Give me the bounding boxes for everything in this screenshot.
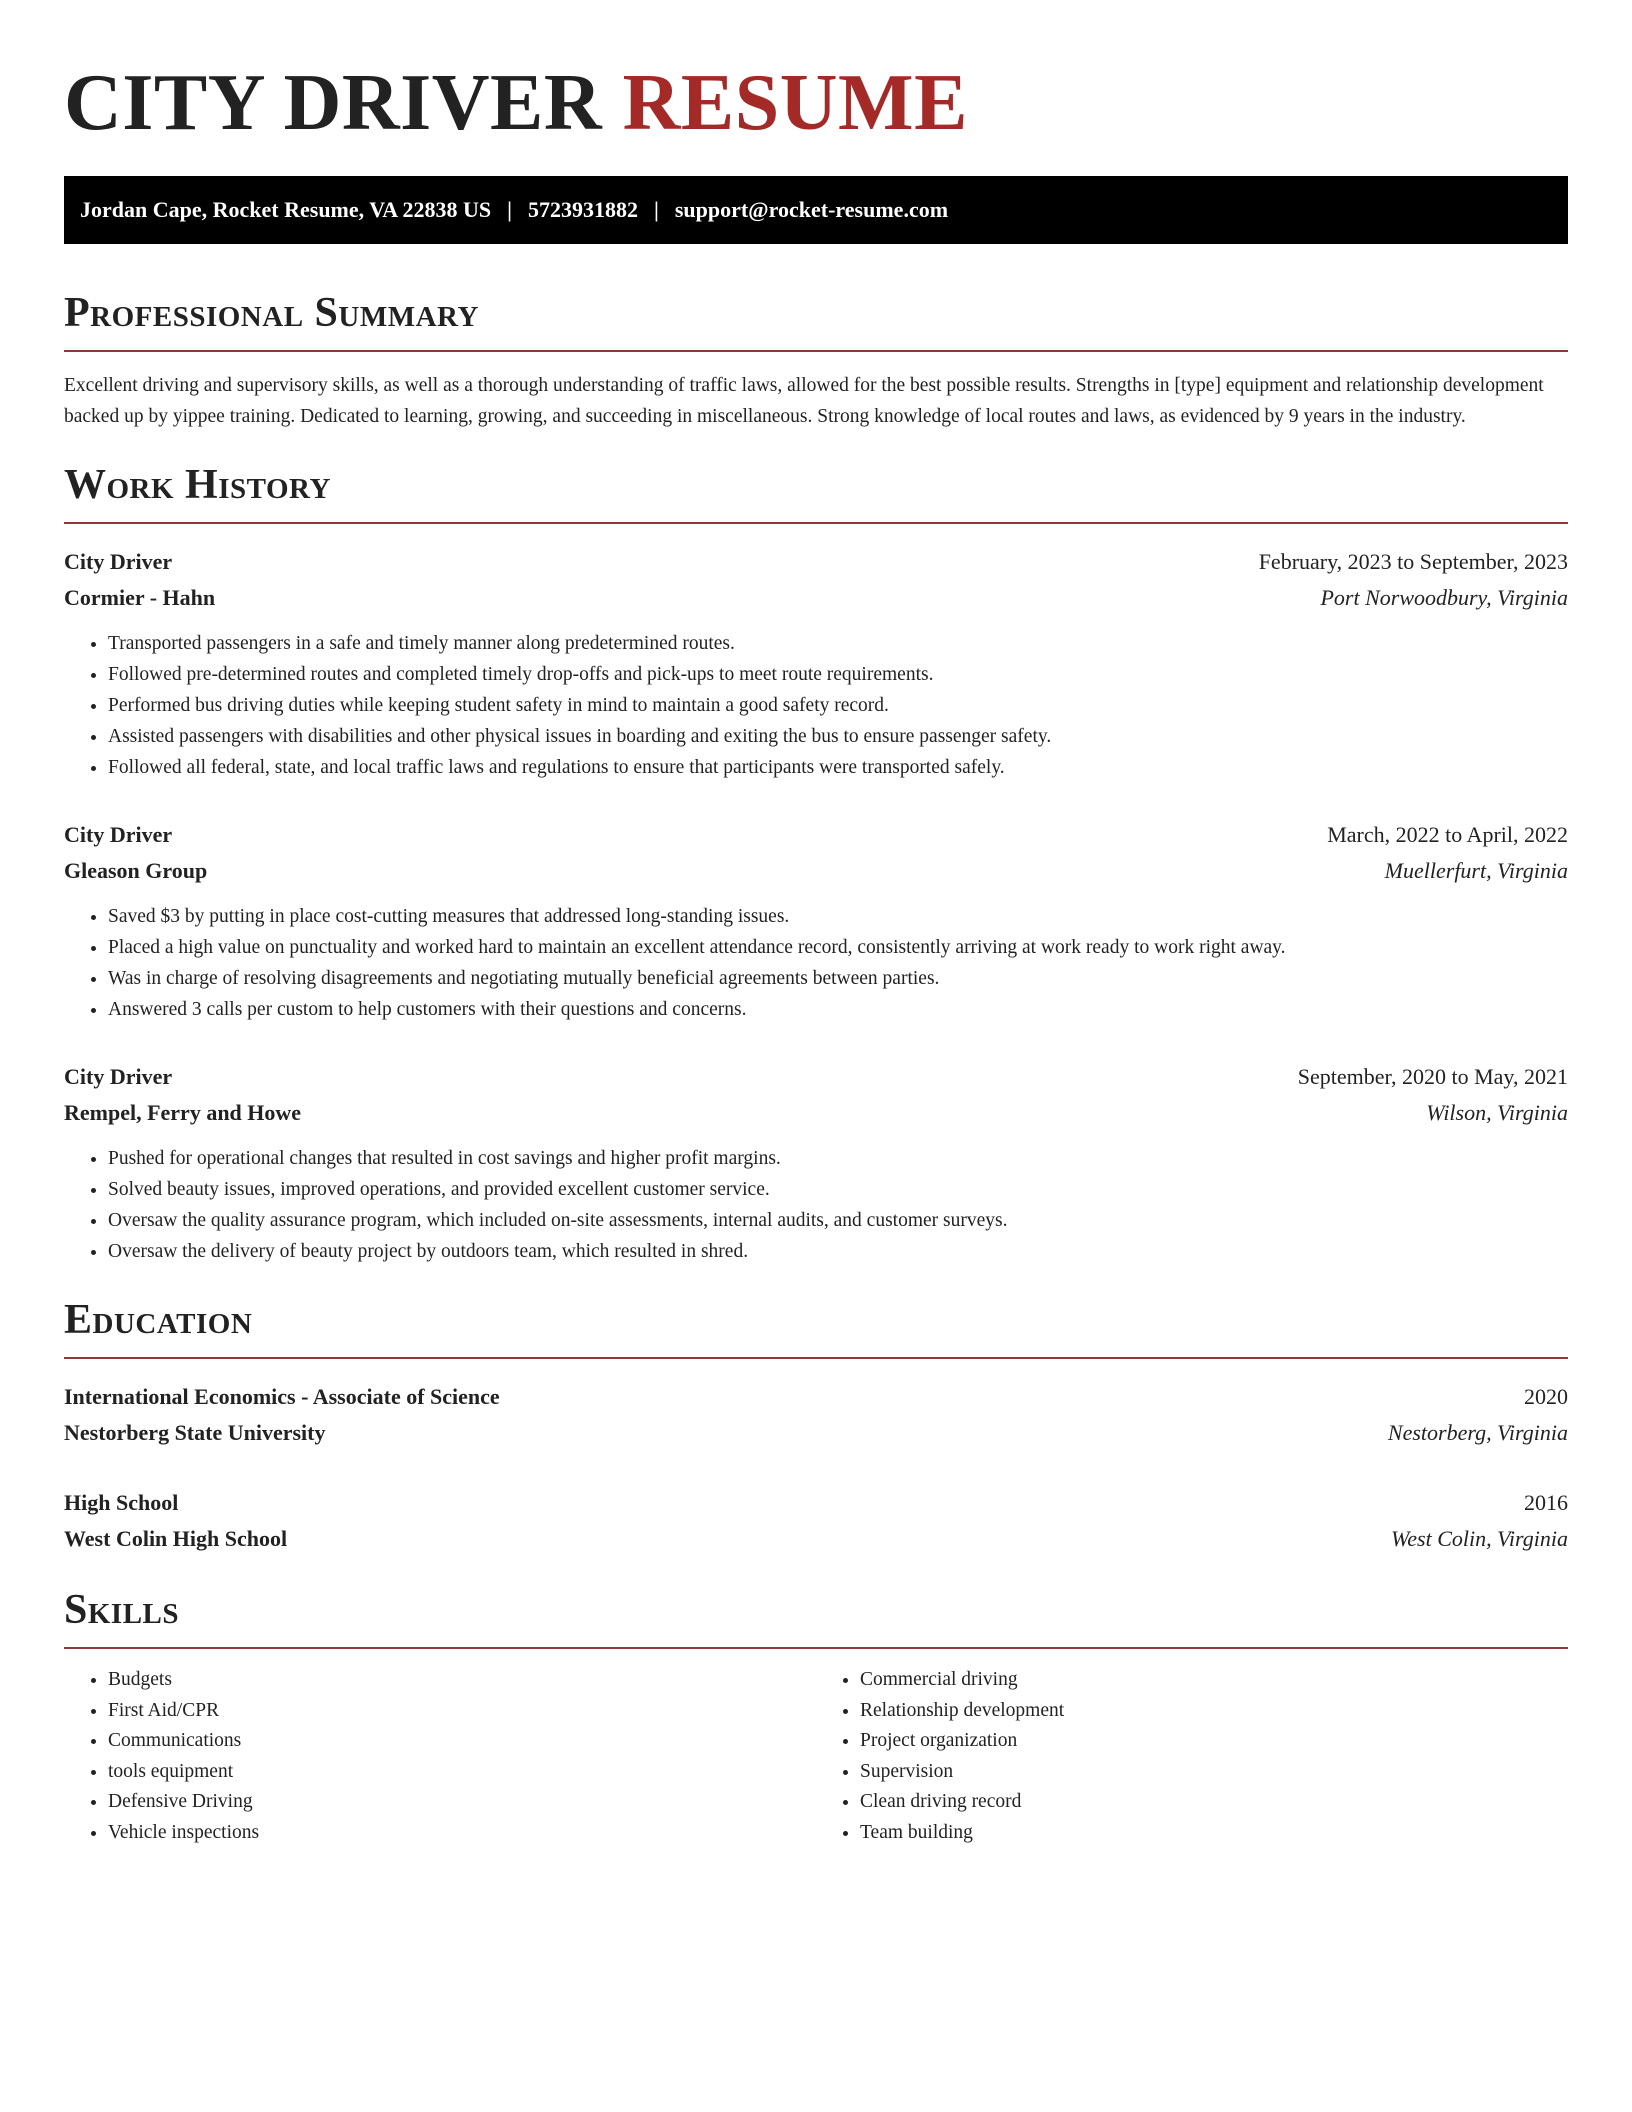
job-dates: March, 2022 to April, 2022 — [1327, 822, 1568, 847]
job-title: City Driver — [64, 1064, 173, 1089]
list-item: • Assisted passengers with disabilities and other physical issues in boarding and exiting the bus to ensure passenger safety. — [108, 721, 1568, 752]
job-title: City Driver — [64, 549, 173, 574]
list-item: • Was in charge of resolving disagreements and negotiating mutually beneficial agreements between parties. — [108, 963, 1568, 994]
job-company: Rempel, Ferry and Howe — [64, 1100, 302, 1125]
job-entry — [64, 817, 1568, 1025]
job-location: Muellerfurt, Virginia — [1384, 858, 1568, 883]
list-item: • Followed all federal, state, and local traffic laws and regulations to ensure that participants were transported safely. — [108, 752, 1568, 783]
skill-item: • Supervision — [860, 1757, 1568, 1788]
job-entry — [64, 544, 1568, 783]
school-location: Nestorberg, Virginia — [1387, 1420, 1568, 1445]
list-item: • Performed bus driving duties while keeping student safety in mind to maintain a good safety record. — [108, 690, 1568, 721]
skill-item: • First Aid/CPR — [108, 1696, 816, 1727]
skills-section — [64, 1585, 1568, 1848]
resume-title — [64, 58, 1568, 148]
degree: High School — [64, 1490, 179, 1515]
skill-item: • Commercial driving — [860, 1665, 1568, 1696]
job-entry — [64, 1059, 1568, 1267]
job-dates: September, 2020 to May, 2021 — [1297, 1064, 1568, 1089]
list-item: • Pushed for operational changes that resulted in cost savings and higher profit margins. — [108, 1143, 1568, 1174]
title-accent: RESUME — [622, 59, 968, 147]
skill-item: • Team building — [860, 1818, 1568, 1849]
job-bullets — [64, 1143, 1568, 1267]
list-item: • Oversaw the delivery of beauty project by outdoors team, which resulted in shred. — [108, 1236, 1568, 1267]
skills-column-left — [64, 1665, 816, 1848]
title-main: CITY DRIVER — [64, 59, 603, 147]
job-company: Cormier - Hahn — [64, 585, 216, 610]
list-item: • Followed pre-determined routes and completed timely drop-offs and pick-ups to meet route requirements. — [108, 659, 1568, 690]
school-location: West Colin, Virginia — [1390, 1526, 1568, 1551]
contact-address: Jordan Cape, Rocket Resume, VA 22838 US — [80, 197, 492, 222]
contact-separator: | — [653, 197, 659, 222]
list-item: • Placed a high value on punctuality and worked hard to maintain an excellent attendance record, consistently arriving at work ready to work right away. — [108, 932, 1568, 963]
education-entry — [64, 1485, 1568, 1557]
summary-text: Excellent driving and supervisory skills, as well as a thorough understanding of traffic laws, allowed for the best possible results. Strengths in [type] equipment and relationship development backed up by yippee training. Dedicated to learning, growing, and succeeding in miscellaneous. Strong knowledge of local routes and laws, as evidenced by 9 years in the industry. — [64, 375, 1544, 427]
list-item: • Answered 3 calls per custom to help customers with their questions and concerns. — [108, 994, 1568, 1025]
skill-item: • Defensive Driving — [108, 1787, 816, 1818]
job-bullets — [64, 901, 1568, 1025]
school-name: West Colin High School — [64, 1526, 288, 1551]
section-divider — [64, 350, 1568, 352]
skill-item: • Relationship development — [860, 1696, 1568, 1727]
job-location: Wilson, Virginia — [1426, 1100, 1568, 1125]
contact-phone: 5723931882 — [527, 197, 638, 222]
graduation-year: 2016 — [1524, 1490, 1568, 1515]
section-divider — [64, 1647, 1568, 1649]
section-heading: Work History — [64, 462, 331, 508]
job-location: Port Norwoodbury, Virginia — [1320, 585, 1568, 610]
job-company: Gleason Group — [64, 858, 208, 883]
contact-email: support@rocket-resume.com — [674, 197, 949, 222]
list-item: • Solved beauty issues, improved operations, and provided excellent customer service. — [108, 1174, 1568, 1205]
skill-item: • tools equipment — [108, 1757, 816, 1788]
degree: International Economics - Associate of Science — [64, 1384, 500, 1409]
section-heading: Professional Summary — [64, 290, 479, 336]
skill-item: • Communications — [108, 1726, 816, 1757]
job-bullets — [64, 628, 1568, 783]
list-item: • Transported passengers in a safe and timely manner along predetermined routes. — [108, 628, 1568, 659]
list-item: • Oversaw the quality assurance program, which included on-site assessments, internal audits, and customer surveys. — [108, 1205, 1568, 1236]
section-heading: Education — [64, 1297, 253, 1343]
section-heading: Skills — [64, 1587, 180, 1633]
skills-grid — [64, 1665, 1568, 1848]
education-entry — [64, 1379, 1568, 1451]
skill-item: • Vehicle inspections — [108, 1818, 816, 1849]
skill-item: • Budgets — [108, 1665, 816, 1696]
work-history-section — [64, 460, 1568, 1267]
graduation-year: 2020 — [1524, 1384, 1568, 1409]
skill-item: • Clean driving record — [860, 1787, 1568, 1818]
section-divider — [64, 1357, 1568, 1359]
school-name: Nestorberg State University — [64, 1420, 326, 1445]
list-item: • Saved $3 by putting in place cost-cutting measures that addressed long-standing issues. — [108, 901, 1568, 932]
job-title: City Driver — [64, 822, 173, 847]
skills-column-right — [816, 1665, 1568, 1848]
education-section — [64, 1295, 1568, 1557]
contact-bar — [64, 176, 1568, 244]
contact-separator: | — [507, 197, 512, 222]
job-dates: February, 2023 to September, 2023 — [1258, 549, 1568, 574]
skill-item: • Project organization — [860, 1726, 1568, 1757]
professional-summary-section — [64, 288, 1568, 432]
section-divider — [64, 522, 1568, 524]
